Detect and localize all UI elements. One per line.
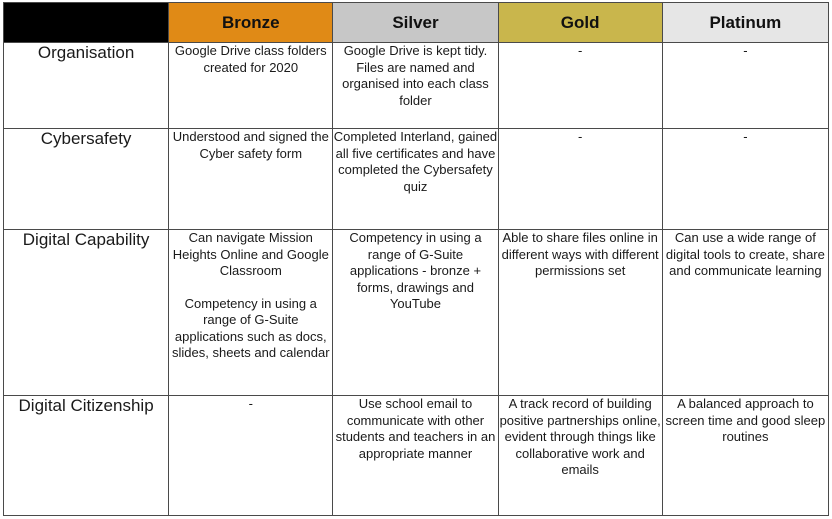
criteria-text: Understood and signed the Cyber safety form: [172, 129, 329, 161]
criteria-text: Can navigate Mission Heights Online and Google Classroom: [172, 230, 329, 278]
criteria-text: A track record of building positive partnerships online, evident through things like collaborative work and emails: [499, 396, 661, 477]
row-cybersafety: [4, 129, 829, 230]
criteria-text: A balanced approach to screen time and good sleep routines: [665, 396, 826, 444]
criteria-cell: [333, 230, 498, 396]
criteria-cell: [169, 396, 333, 516]
criteria-text: Completed Interland, gained all five certificates and have completed the Cybersafety quiz: [333, 129, 498, 194]
criteria-text: Can use a wide range of digital tools to create, share and communicate learning: [665, 230, 825, 278]
header-row: [4, 3, 829, 43]
criteria-cell: [662, 230, 828, 396]
criteria-text: Google Drive is kept tidy. Files are named and organised into each class folder: [342, 43, 489, 108]
criteria-cell: [498, 43, 662, 129]
criteria-cell: [498, 129, 662, 230]
row-label: Organisation: [4, 43, 169, 129]
criteria-cell: [662, 43, 828, 129]
level-header-bronze: Bronze: [169, 3, 333, 43]
criteria-cell: [333, 43, 498, 129]
criteria-text: Google Drive class folders created for 2020: [174, 43, 327, 75]
criteria-cell: [498, 230, 662, 396]
digital-rubric-table: [3, 2, 829, 516]
criteria-cell: [662, 129, 828, 230]
row-label: Cybersafety: [4, 129, 169, 230]
level-header-gold: Gold: [498, 3, 662, 43]
criteria-cell: [498, 396, 662, 516]
criteria-text: -: [577, 43, 583, 58]
criteria-cell: [333, 129, 498, 230]
row-digital-citizenship: [4, 396, 829, 516]
criteria-text: -: [743, 129, 748, 144]
criteria-text: -: [577, 129, 583, 144]
criteria-cell: [169, 230, 333, 396]
criteria-text: Competency in using a range of G-Suite applications - bronze + forms, drawings and YouTube: [349, 230, 482, 311]
row-digital-capability: [4, 230, 829, 396]
corner-cell: [4, 3, 169, 43]
criteria-cell: [169, 129, 333, 230]
row-label: Digital Capability: [4, 230, 169, 396]
criteria-text: Able to share files online in different ways with different permissions set: [501, 230, 659, 278]
criteria-text: -: [743, 43, 748, 58]
row-label: Digital Citizenship: [4, 396, 169, 516]
criteria-text: Use school email to communicate with other students and teachers in an appropriate manner: [335, 396, 496, 461]
row-organisation: [4, 43, 829, 129]
criteria-text: -: [248, 396, 253, 411]
criteria-cell: [662, 396, 828, 516]
level-header-platinum: Platinum: [662, 3, 828, 43]
criteria-cell: [333, 396, 498, 516]
level-header-silver: Silver: [333, 3, 498, 43]
criteria-cell: [169, 43, 333, 129]
criteria-text: Competency in using a range of G-Suite applications such as docs, slides, sheets and calendar: [172, 295, 330, 360]
